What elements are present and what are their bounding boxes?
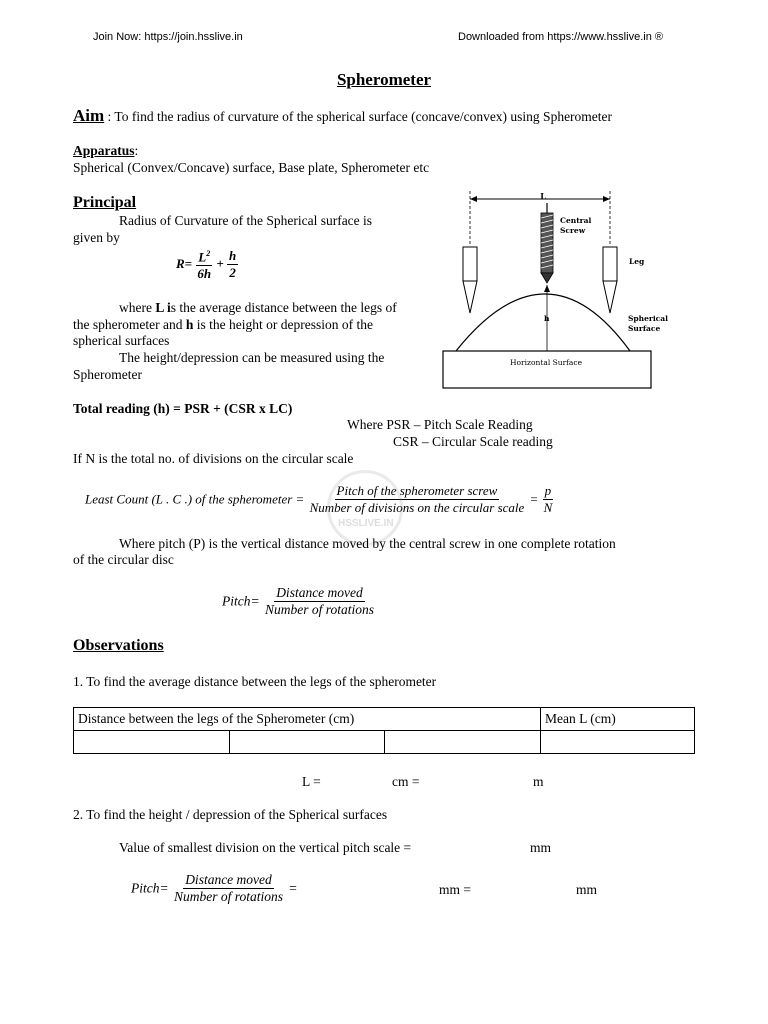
table-header-mean: Mean L (cm) <box>541 708 695 731</box>
where-line3: spherical surfaces <box>73 333 170 348</box>
apparatus-text: Spherical (Convex/Concave) surface, Base plate, Spherometer etc <box>73 160 430 175</box>
table-row <box>74 731 695 754</box>
apparatus-label: Apparatus <box>73 143 135 158</box>
lc-eq: = <box>529 491 539 507</box>
psr-definition: Where PSR – Pitch Scale Reading <box>347 417 533 432</box>
label-L: L <box>540 191 546 201</box>
where-L: L i <box>155 300 171 315</box>
formula-lhs: R= <box>176 256 193 272</box>
horizontal-surface <box>443 351 651 388</box>
page-title: Spherometer <box>336 70 432 89</box>
central-screw <box>541 203 553 283</box>
table-cell[interactable] <box>229 731 385 754</box>
pitch2-eq: = <box>288 880 298 896</box>
legs-distance-table <box>73 707 695 754</box>
lc-p: p <box>544 483 552 498</box>
where-h: h <box>185 317 194 332</box>
lc-n: N <box>543 500 553 515</box>
total-reading-formula: Total reading (h) = PSR + (CSR x LC) <box>73 401 293 416</box>
principle-line1: Radius of Curvature of the Spherical surface is <box>119 213 373 228</box>
least-count-formula <box>85 483 554 516</box>
label-screw: Screw <box>560 226 586 235</box>
formula-fraction-2 <box>227 248 238 281</box>
l-arrow-left <box>470 196 477 202</box>
spherometer-diagram <box>440 185 668 393</box>
mm-equals: mm = <box>439 882 471 897</box>
formula-sup: 2 <box>206 249 211 258</box>
pitch2-fraction <box>172 872 285 905</box>
radius-formula <box>176 246 238 282</box>
pitch2-den: Number of rotations <box>173 889 283 904</box>
label-spherical: Spherical <box>628 314 668 323</box>
label-horizontal: Horizontal Surface <box>510 358 583 367</box>
pitch-def-line2: of the circular disc <box>73 552 174 567</box>
formula-fraction-1 <box>195 246 213 282</box>
label-leg: Leg <box>629 257 645 266</box>
l-equals: L = <box>302 774 321 789</box>
label-surface: Surface <box>628 324 661 333</box>
pitch2-num: Distance moved <box>185 872 272 887</box>
where-mid: s the average distance between the legs of <box>170 300 397 315</box>
leg-left <box>463 247 477 313</box>
table-header-distance: Distance between the legs of the Spherometer (cm) <box>74 708 541 731</box>
lc-lhs: Least Count (L . C .) of the spherometer = <box>85 491 305 507</box>
height-line1: The height/depression can be measured using the <box>119 350 385 365</box>
mm-unit-2: mm <box>576 882 598 897</box>
m-unit: m <box>533 774 544 789</box>
table-header-row <box>74 708 695 731</box>
pitch-lhs: Pitch= <box>222 593 260 609</box>
pitch-den: Number of rotations <box>264 602 374 617</box>
watermark-logo <box>327 470 403 546</box>
n-definition: If N is the total no. of divisions on the circular scale <box>73 451 354 466</box>
leg-right <box>603 247 617 313</box>
aim-line <box>73 106 612 126</box>
observations-heading: Observations <box>73 637 164 654</box>
h-arrow-up <box>544 285 550 292</box>
pitch-def-line1: Where pitch (P) is the vertical distance moved by the central screw in one complete rotation <box>119 536 616 551</box>
lc-den: Number of divisions on the circular scale <box>309 500 525 515</box>
formula-num1: L <box>198 249 207 265</box>
where-line2-pre: the spherometer and <box>73 317 186 332</box>
table-cell[interactable] <box>74 731 230 754</box>
table-cell[interactable] <box>385 731 541 754</box>
where-line2 <box>73 317 373 333</box>
aim-text: : To find the radius of curvature of the spherical surface (concave/convex) using Spherometer <box>104 109 613 124</box>
l-arrow-right <box>603 196 610 202</box>
height-line2: Spherometer <box>73 367 142 382</box>
header-join-link[interactable]: Join Now: https://join.hsslive.in <box>93 31 243 43</box>
principle-heading: Principal <box>73 194 137 211</box>
pitch-fraction <box>263 585 376 618</box>
pitch-formula-2 <box>131 872 298 905</box>
table-cell[interactable] <box>541 731 695 754</box>
label-central: Central <box>560 216 592 225</box>
formula-den2: 2 <box>229 264 236 280</box>
lc-num: Pitch of the spherometer screw <box>336 483 498 498</box>
mm-unit-1: mm <box>530 840 552 855</box>
label-h: h <box>544 314 550 323</box>
lc-pn-fraction <box>542 483 555 516</box>
smallest-division-line: Value of smallest division on the vertical pitch scale = <box>119 840 412 855</box>
principle-line2: given by <box>73 230 120 245</box>
formula-num2: h <box>229 247 237 263</box>
csr-definition: CSR – Circular Scale reading <box>393 434 553 449</box>
where-line1 <box>119 300 397 316</box>
pitch-num: Distance moved <box>276 585 363 600</box>
observation-item-1: 1. To find the average distance between the legs of the spherometer <box>73 674 437 689</box>
formula-plus: + <box>216 256 224 272</box>
pitch-formula <box>222 585 376 618</box>
formula-den1: 6h <box>197 266 212 282</box>
spherical-surface <box>456 294 630 351</box>
where-pre: where <box>119 300 156 315</box>
where-line2-post: is the height or depression of the <box>193 317 373 332</box>
observation-item-2: 2. To find the height / depression of the Spherical surfaces <box>73 807 388 822</box>
watermark-text: HSSLIVE.IN <box>338 518 394 529</box>
aim-label: Aim <box>73 106 105 125</box>
cm-equals: cm = <box>392 774 420 789</box>
pitch2-lhs: Pitch= <box>131 880 169 896</box>
header-download-link[interactable]: Downloaded from https://www.hsslive.in ® <box>458 31 663 43</box>
apparatus-heading <box>73 143 138 159</box>
apparatus-colon: : <box>134 143 139 158</box>
